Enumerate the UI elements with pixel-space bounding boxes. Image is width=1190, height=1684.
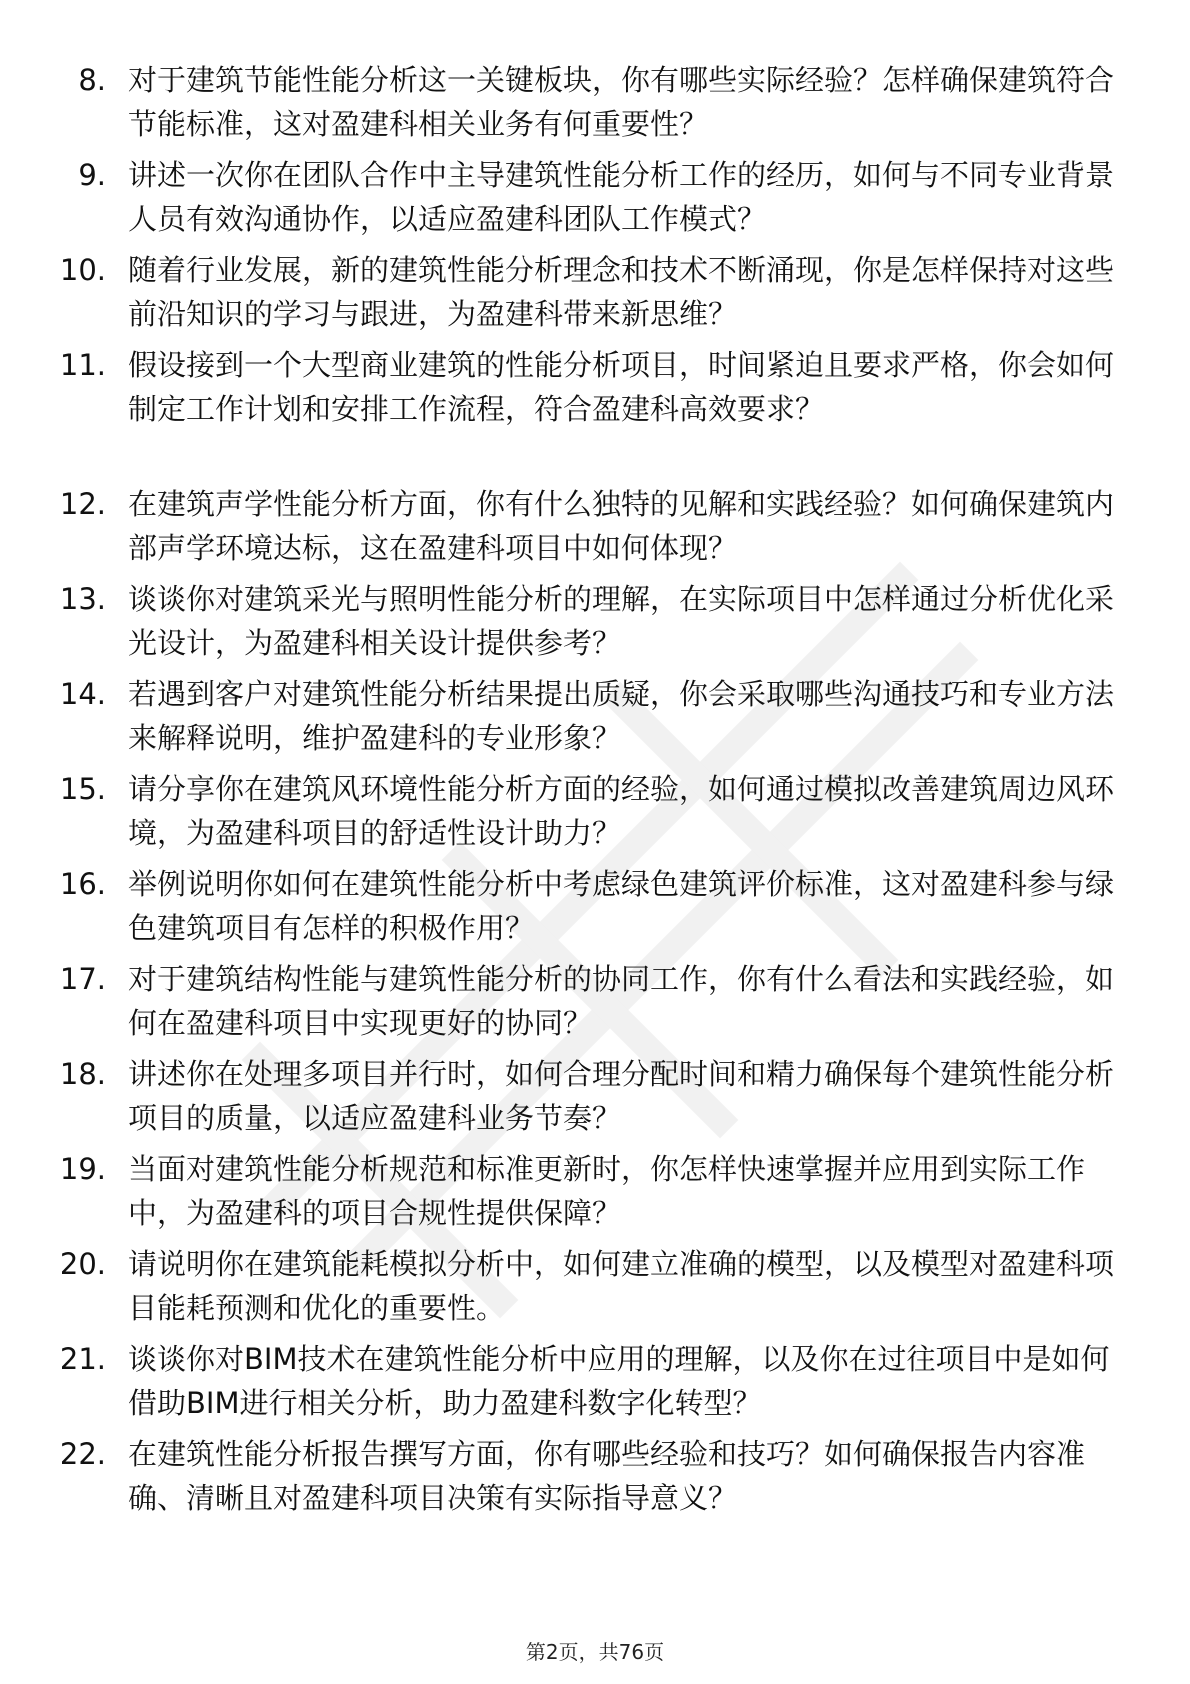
- question-text: 在建筑声学性能分析方面，你有什么独特的见解和实践经验？如何确保建筑内部声学环境达标，这在盈建科项目中如何体现？: [128, 487, 1115, 565]
- question-item: [0, 153, 1190, 248]
- question-number: 11.: [59, 348, 106, 382]
- question-item: [0, 343, 1190, 482]
- question-item: [0, 577, 1190, 672]
- question-text: 请说明你在建筑能耗模拟分析中，如何建立准确的模型，以及模型对盈建科项目能耗预测和优化的重要性。: [128, 1247, 1115, 1325]
- question-number: 17.: [59, 962, 106, 996]
- question-text: 当面对建筑性能分析规范和标准更新时，你怎样快速掌握并应用到实际工作中，为盈建科的项目合规性提供保障？: [128, 1152, 1086, 1230]
- question-item: [0, 248, 1190, 343]
- question-text: 对于建筑结构性能与建筑性能分析的协同工作，你有什么看法和实践经验，如何在盈建科项目中实现更好的协同？: [128, 962, 1115, 1040]
- page-footer: 第2页，共76页: [525, 1640, 665, 1664]
- question-number: 10.: [59, 253, 106, 287]
- question-text: 假设接到一个大型商业建筑的性能分析项目，时间紧迫且要求严格，你会如何制定工作计划和安排工作流程，符合盈建科高效要求？: [128, 348, 1115, 426]
- question-number: 14.: [59, 677, 106, 711]
- question-list: [0, 58, 1190, 1527]
- question-text: 谈谈你对建筑采光与照明性能分析的理解，在实际项目中怎样通过分析优化采光设计，为盈建科相关设计提供参考？: [128, 582, 1115, 660]
- question-number: 15.: [59, 772, 106, 806]
- question-number: 8.: [78, 63, 106, 97]
- question-item: [0, 58, 1190, 153]
- question-text: 在建筑性能分析报告撰写方面，你有哪些经验和技巧？如何确保报告内容准确、清晰且对盈建科项目决策有实际指导意义？: [128, 1437, 1086, 1515]
- question-text: 请分享你在建筑风环境性能分析方面的经验，如何通过模拟改善建筑周边风环境，为盈建科项目的舒适性设计助力？: [128, 772, 1115, 850]
- question-number: 9.: [78, 158, 106, 192]
- question-number: 22.: [59, 1437, 106, 1471]
- question-text: 举例说明你如何在建筑性能分析中考虑绿色建筑评价标准，这对盈建科参与绿色建筑项目有怎样的积极作用？: [128, 867, 1115, 945]
- question-text: 讲述你在处理多项目并行时，如何合理分配时间和精力确保每个建筑性能分析项目的质量，以适应盈建科业务节奏？: [128, 1057, 1115, 1135]
- question-item: [0, 767, 1190, 862]
- question-number: 13.: [59, 582, 106, 616]
- question-item: [0, 862, 1190, 957]
- question-number: 21.: [59, 1342, 106, 1376]
- question-number: 19.: [59, 1152, 106, 1186]
- question-text: 对于建筑节能性能分析这一关键板块，你有哪些实际经验？怎样确保建筑符合节能标准，这对盈建科相关业务有何重要性？: [128, 63, 1115, 141]
- question-item: [0, 1242, 1190, 1337]
- question-item: [0, 1052, 1190, 1147]
- question-item: [0, 482, 1190, 577]
- question-number: 16.: [59, 867, 106, 901]
- question-text: 随着行业发展，新的建筑性能分析理念和技术不断涌现，你是怎样保持对这些前沿知识的学习与跟进，为盈建科带来新思维？: [128, 253, 1115, 331]
- question-item: [0, 957, 1190, 1052]
- question-item: [0, 1147, 1190, 1242]
- question-text: 若遇到客户对建筑性能分析结果提出质疑，你会采取哪些沟通技巧和专业方法来解释说明，维护盈建科的专业形象？: [128, 677, 1115, 755]
- question-text: 谈谈你对BIM技术在建筑性能分析中应用的理解，以及你在过往项目中是如何借助BIM进行相关分析，助力盈建科数字化转型？: [128, 1342, 1110, 1420]
- question-text: 讲述一次你在团队合作中主导建筑性能分析工作的经历，如何与不同专业背景人员有效沟通协作，以适应盈建科团队工作模式？: [128, 158, 1115, 236]
- question-item: [0, 1432, 1190, 1527]
- question-item: [0, 672, 1190, 767]
- question-number: 20.: [59, 1247, 106, 1281]
- question-number: 12.: [59, 487, 106, 521]
- question-item: [0, 1337, 1190, 1432]
- question-number: 18.: [59, 1057, 106, 1091]
